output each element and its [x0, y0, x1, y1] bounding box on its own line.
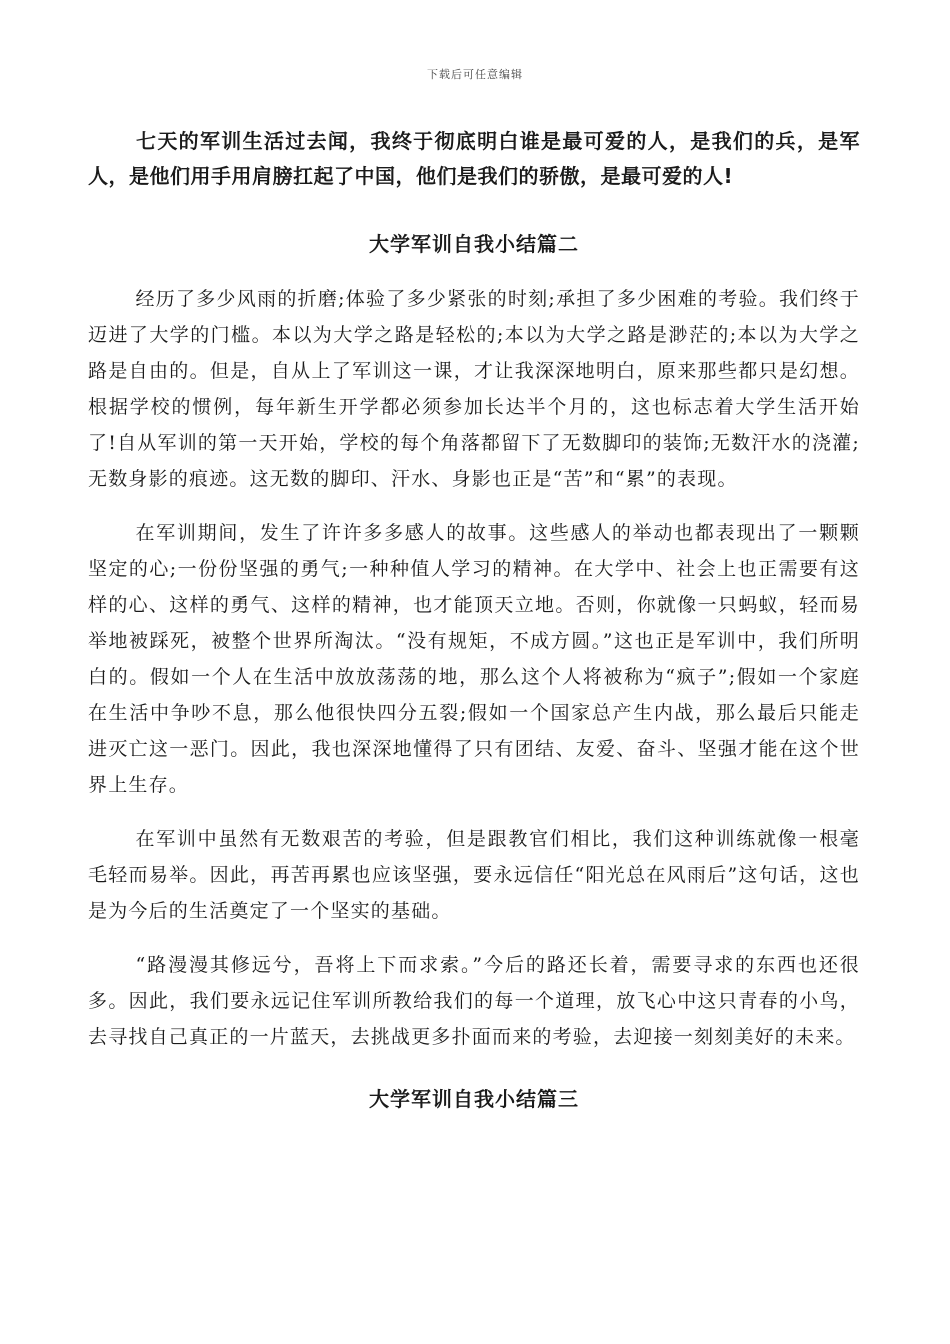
- document-body: [88, 124, 860, 1112]
- body-paragraph: 在军训期间，发生了许许多多感人的故事。这些感人的举动也都表现出了一颗颗坚定的心;一份份坚强的勇气;一种种值人学习的精神。在大学中、社会上也正需要有这样的心、这样的勇气、这样的精神，也才能顶天立地。否则，你就像一只蚂蚁，轻而易举地被踩死，被整个世界所淘汰。“没有规矩，不成方圆。”这也正是军训中，我们所明白的。假如一个人在生活中放放荡荡的地，那么这个人将被称为“疯子”;假如一个家庭在生活中争吵不息，那么他很快四分五裂;假如一个国家总产生内战，那么最后只能走进灭亡这一恶门。因此，我也深深地懂得了只有团结、友爱、奋斗、坚强才能在这个世界上生存。: [88, 522, 860, 796]
- body-paragraph: 经历了多少风雨的折磨;体验了多少紧张的时刻;承担了多少困难的考验。我们终于迈进了大学的门槛。本以为大学之路是轻松的;本以为大学之路是渺茫的;本以为大学之路是自由的。但是，自从上了军训这一课，才让我深深地明白，原来那些都只是幻想。根据学校的惯例，每年新生开学都必须参加长达半个月的，这也标志着大学生活开始了!自从军训的第一天开始，学校的每个角落都留下了无数脚印的装饰;无数汗水的浇灌;无数身影的痕迹。这无数的脚印、汗水、身影也正是“苦”和“累”的表现。: [88, 288, 860, 490]
- body-paragraph: “路漫漫其修远兮，吾将上下而求索。”今后的路还长着，需要寻求的东西也还很多。因此，我们要永远记住军训所教给我们的每一个道理，放飞心中这只青春的小鸟，去寻找自己真正的一片蓝天，去挑战更多扑面而来的考验，去迎接一刻刻美好的未来。: [88, 954, 860, 1048]
- section-title-3: 大学军训自我小结篇三: [369, 1087, 579, 1111]
- section-title-2: 大学军训自我小结篇二: [369, 232, 579, 256]
- intro-paragraph: 七天的军训生活过去闻，我终于彻底明白谁是最可爱的人，是我们的兵，是军人，是他们用手用肩膀扛起了中国，他们是我们的骄傲，是最可爱的人!: [88, 129, 860, 188]
- body-paragraph: 在军训中虽然有无数艰苦的考验，但是跟教官们相比，我们这种训练就像一根毫毛轻而易举。因此，再苦再累也应该坚强，要永远信任“阳光总在风雨后”这句话，这也是为今后的生活奠定了一个坚实的基础。: [88, 828, 860, 922]
- header-note: 下载后可任意编辑: [427, 68, 523, 81]
